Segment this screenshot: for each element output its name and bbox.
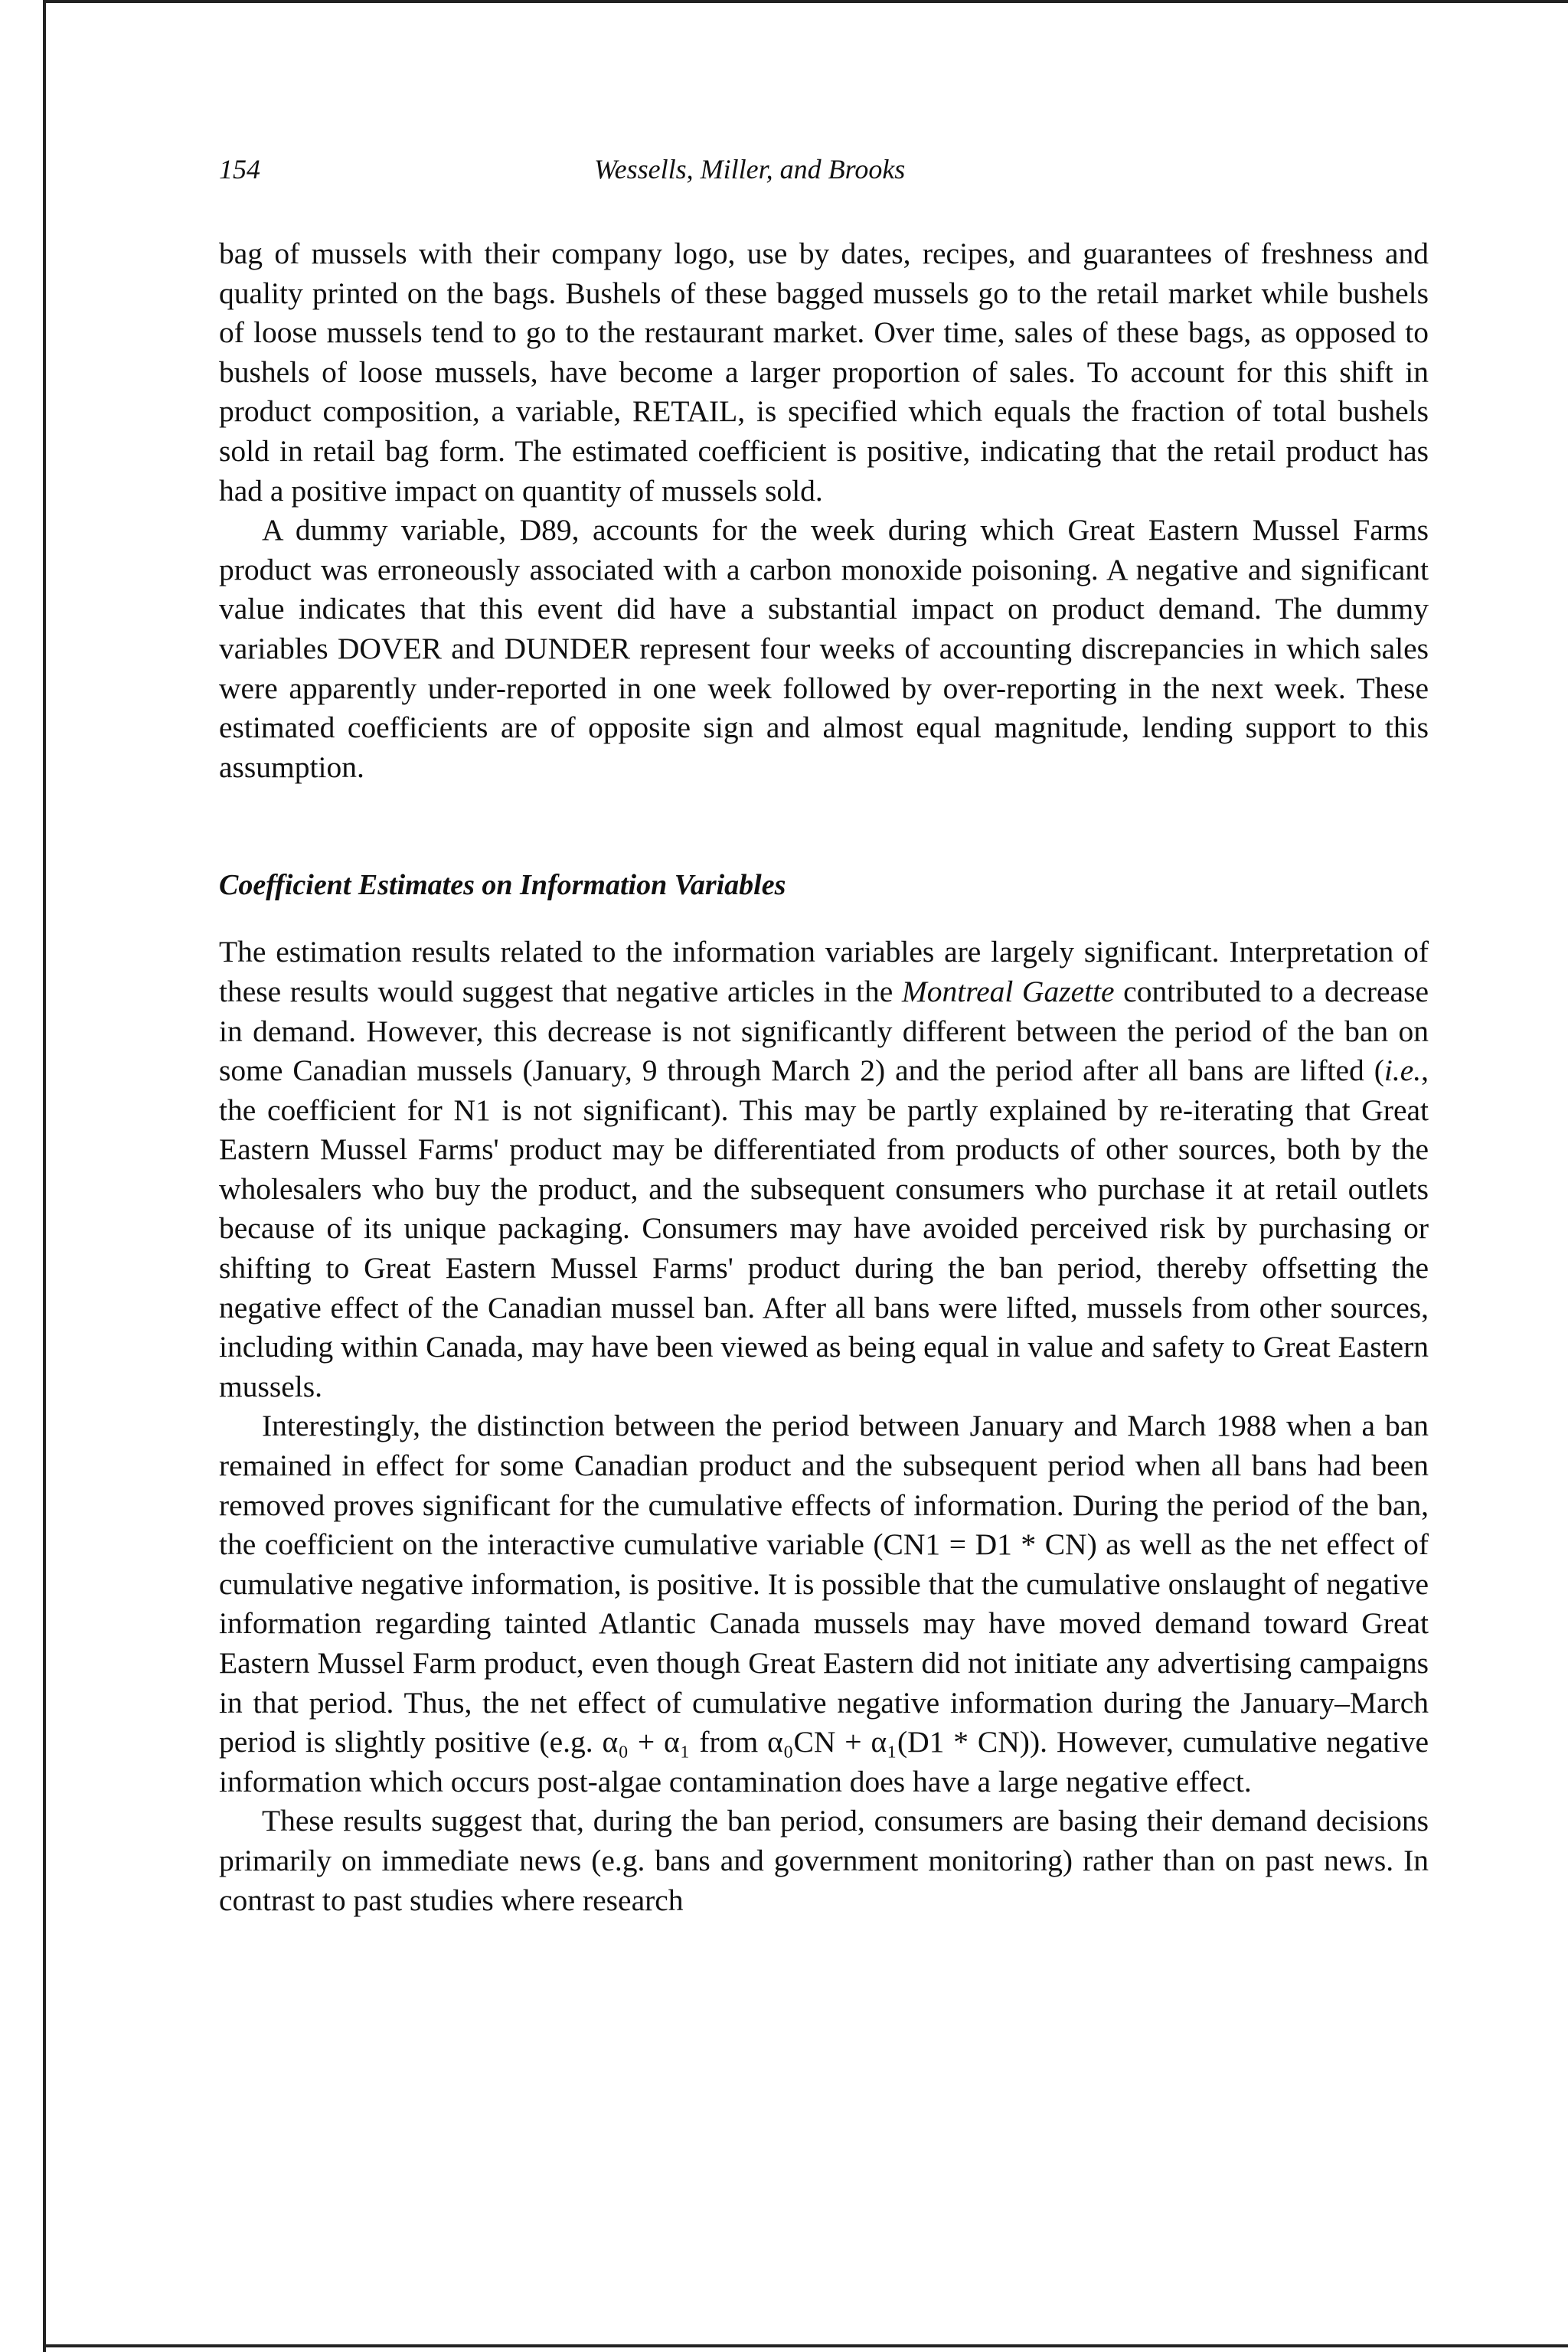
paragraph-retail: bag of mussels with their company logo, use by dates, recipes, and guarantees of freshness and quality printed on the bags. Bushels of these bagged mussels go to the retail market while bushels of loose mussels tend to go to the restaurant market. Over time, sales of these bags, as opposed to bushels of loose mussels, have become a larger proportion of sales. To account for this shift in product composition, a variable, RETAIL, is specified which equals the fraction of total bushels sold in retail bag form. The estimated coefficient is positive, indicating that the retail product has had a positive impact on quantity of mussels sold.: [219, 237, 1429, 508]
paragraph-dummy-variables: A dummy variable, D89, accounts for the week during which Great Eastern Mussel Farms product was erroneously associated with a carbon monoxide poisoning. A negative and significant value indicates that this event did have a substantial impact on product demand. The dummy variables DOVER and DUNDER represent four weeks of accounting discrepancies in which sales were apparently under-reported in one week followed by over-reporting in the next week. These estimated coefficients are of opposite sign and almost equal magnitude, lending support to this assumption.: [219, 513, 1429, 784]
paragraph-information-results: [219, 933, 1429, 1406]
section-heading: Coefficient Estimates on Information Variables: [219, 869, 786, 902]
page-number: 154: [219, 154, 260, 185]
text-run: , the coefficient for N1 is not significant). This may be partly explained by re-iterating that Great Eastern Mussel Farms' product may be differentiated from products of other sources, both by the wholesalers who buy the product, and the subsequent consumers who purchase it at retail outlets because of its unique packaging. Consumers may have avoided perceived risk by purchasing or shifting to Great Eastern Mussel Farms' product during the ban period, thereby offsetting the negative effect of the Canadian mussel ban. After all bans were lifted, mussels from other sources, including within Canada, may have been viewed as being equal in value and safety to Great Eastern mussels.: [219, 1054, 1429, 1403]
running-head-authors: Wessells, Miller, and Brooks: [594, 154, 906, 185]
journal-title: Montreal Gazette: [901, 974, 1115, 1008]
text-run: The estimation results related to the information variables are largely significant. Interpretation of these results would suggest that negative articles in the: [219, 935, 1429, 1008]
article-body: [219, 234, 1429, 1920]
text-run: contributed to a decrease in demand. However, this decrease is not significantly different between the period of the ban on some Canadian mussels (January, 9 through March 2) and the period after all bans are lifted (: [219, 974, 1429, 1088]
text-run: Interestingly, the distinction between the period between January and March 1988 when a ban remained in effect for some Canadian product and the subsequent period when all bans had been removed proves significant for the cumulative effects of information. During the period of the ban, the coefficient on the interactive cumulative variable (CN1 = D1 * CN) as well as the net effect of cumulative negative information, is positive. It is possible that the cumulative onslaught of negative information regarding tainted Atlantic Canada mussels may have moved demand toward Great Eastern Mussel Farm product, even though Great Eastern did not initiate any advertising campaigns in that period. Thus, the net effect of cumulative negative information during the January–March period is slightly positive (e.g.: [219, 1409, 1429, 1759]
text-run: from: [690, 1725, 768, 1759]
scan-border-bottom: [43, 2344, 1568, 2347]
page: [219, 150, 1429, 1920]
paragraph-cumulative-effects: [219, 1406, 1429, 1802]
text-run: ). However, cumulative negative information which occurs post-algae contamination does have a large negative effect.: [219, 1725, 1429, 1798]
paragraph-ban-period: These results suggest that, during the ban period, consumers are basing their demand decisions primarily on immediate news (e.g. bans and government monitoring) rather than on past news. In contrast to past studies where research: [219, 1804, 1429, 1917]
running-head: [219, 150, 1429, 188]
abbreviation-ie: i.e.: [1383, 1054, 1422, 1088]
math-expression: α₀CN + α₁(D1 * CN): [767, 1725, 1030, 1759]
math-expression: α₀ + α₁: [602, 1725, 691, 1759]
